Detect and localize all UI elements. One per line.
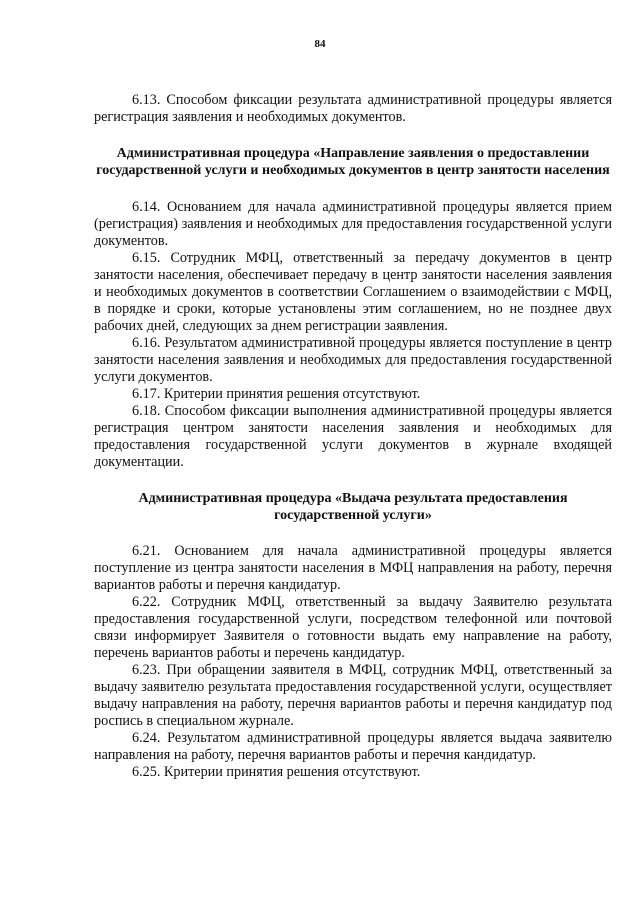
paragraph-6-22: 6.22. Сотрудник МФЦ, ответственный за выдачу Заявителю результата предоставления государственной услуги, посредством телефонной или почтовой связи информирует Заявителя о готовности выдать ему направление на работу, перечень вариантов работы и перечень кандидатур. — [94, 594, 612, 661]
paragraph-6-23: 6.23. При обращении заявителя в МФЦ, сотрудник МФЦ, ответственный за выдачу заявителю результата предоставления государственной услуги, осуществляет выдачу направления на работу, перечня вариантов работы и перечня кандидатур под роспись в специальном журнале. — [94, 662, 612, 729]
paragraph-6-14: 6.14. Основанием для начала административной процедуры является прием (регистрация) заявления и необходимых для предоставления государственной услуги документов. — [94, 199, 612, 249]
spacer — [94, 524, 612, 543]
paragraph-6-21: 6.21. Основанием для начала административной процедуры является поступление из центра занятости населения в МФЦ направления на работу, перечня вариантов работы и перечня кандидатур. — [94, 543, 612, 593]
paragraph-6-15: 6.15. Сотрудник МФЦ, ответственный за передачу документов в центр занятости населения, обеспечивает передачу в центр занятости населения заявления и необходимых документов в соответствии Соглашением о взаимодействии с МФЦ, в порядке и сроки, которые установлены этим соглашением, но не позднее двух рабочих дней, следующих за днем регистрации заявления. — [94, 250, 612, 334]
section-heading-referral: Административная процедура «Направление заявления о предоставлении государственной услуги и необходимых документов в центр занятости населения — [96, 146, 610, 178]
paragraph-6-25: 6.25. Критерии принятия решения отсутствуют. — [132, 764, 421, 780]
paragraph-6-17: 6.17. Критерии принятия решения отсутствуют. — [132, 386, 421, 402]
paragraph-6-24: 6.24. Результатом административной процедуры является выдача заявителю направления на работу, перечня вариантов работы и перечня кандидатур. — [94, 730, 612, 763]
section-heading-result-issuance: Административная процедура «Выдача результата предоставления государственной услуги» — [138, 491, 568, 523]
spacer — [94, 471, 612, 490]
spacer — [94, 179, 612, 199]
paragraph-6-13: 6.13. Способом фиксации результата административной процедуры является регистрация заявления и необходимых документов. — [94, 92, 612, 125]
paragraph-6-16: 6.16. Результатом административной процедуры является поступление в центр занятости населения заявления и необходимых для предоставления государственной услуги документов. — [94, 335, 612, 385]
spacer — [94, 126, 612, 145]
paragraph-6-18: 6.18. Способом фиксации выполнения административной процедуры является регистрация центром занятости населения заявления и необходимых для предоставления государственной услуги документов в журнале входящей документации. — [94, 403, 612, 470]
document-body — [94, 92, 612, 781]
page-number: 84 — [314, 38, 326, 50]
